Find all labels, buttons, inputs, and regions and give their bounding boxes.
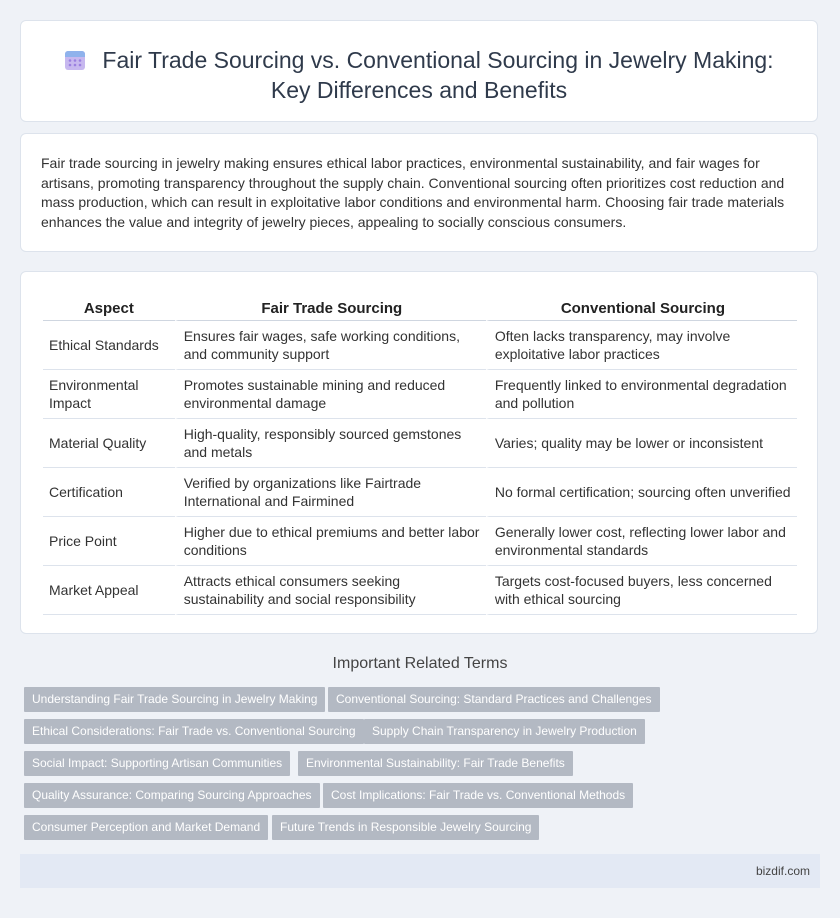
row-aspect: Ethical Standards xyxy=(43,321,175,370)
footer-site[interactable]: bizdif.com xyxy=(755,864,810,878)
row-fair-trade: Verified by organizations like Fairtrade International and Fairmined xyxy=(175,468,486,517)
related-term-chip[interactable]: Quality Assurance: Comparing Sourcing Approaches xyxy=(24,783,320,808)
table-row xyxy=(43,419,797,468)
comparison-card xyxy=(20,271,818,634)
related-term-chip[interactable]: Understanding Fair Trade Sourcing in Jewelry Making xyxy=(24,687,325,712)
row-fair-trade: Higher due to ethical premiums and better labor conditions xyxy=(175,517,486,566)
header-conventional: Conventional Sourcing xyxy=(486,294,797,321)
row-fair-trade: Ensures fair wages, safe working conditions, and community support xyxy=(175,321,486,370)
row-aspect: Certification xyxy=(43,468,175,517)
title-line-2: Key Differences and Benefits xyxy=(270,77,568,103)
page-title xyxy=(21,45,817,105)
row-conventional: Targets cost-focused buyers, less concerned with ethical sourcing xyxy=(486,566,797,615)
row-conventional: Varies; quality may be lower or inconsistent xyxy=(486,419,797,468)
related-term-chip[interactable]: Future Trends in Responsible Jewelry Sourcing xyxy=(272,815,539,840)
calendar-icon xyxy=(64,49,86,71)
footer xyxy=(20,854,820,888)
row-conventional: Frequently linked to environmental degradation and pollution xyxy=(486,370,797,419)
row-conventional: Generally lower cost, reflecting lower labor and environmental standards xyxy=(486,517,797,566)
intro-card xyxy=(20,133,818,252)
row-fair-trade: High-quality, responsibly sourced gemstones and metals xyxy=(175,419,486,468)
row-fair-trade: Attracts ethical consumers seeking sustainability and social responsibility xyxy=(175,566,486,615)
row-conventional: No formal certification; sourcing often unverified xyxy=(486,468,797,517)
row-fair-trade: Promotes sustainable mining and reduced environmental damage xyxy=(175,370,486,419)
related-term-chip[interactable]: Conventional Sourcing: Standard Practices and Challenges xyxy=(328,687,660,712)
table-row xyxy=(43,566,797,615)
related-terms-title: Important Related Terms xyxy=(332,655,508,672)
related-term-chip[interactable]: Ethical Considerations: Fair Trade vs. Conventional Sourcing xyxy=(24,719,364,744)
title-line-1: Fair Trade Sourcing vs. Conventional Sourcing in Jewelry Making: xyxy=(102,47,774,73)
table-header-row xyxy=(43,294,797,321)
row-aspect: Market Appeal xyxy=(43,566,175,615)
comparison-table xyxy=(43,294,797,615)
header-fair-trade: Fair Trade Sourcing xyxy=(175,294,486,321)
row-conventional: Often lacks transparency, may involve exploitative labor practices xyxy=(486,321,797,370)
intro-text: Fair trade sourcing in jewelry making ensures ethical labor practices, environmental sustainability, and fair wages for artisans, promoting transparency throughout the supply chain. Conventional sourcing often prioritizes cost reduction and mass production, which can result in exploitative labor conditions and environmental harm. Choosing fair trade materials enhances the value and integrity of jewelry pieces, appealing to socially conscious consumers. xyxy=(41,155,785,230)
related-term-chip[interactable]: Consumer Perception and Market Demand xyxy=(24,815,268,840)
table-row xyxy=(43,517,797,566)
related-term-chip[interactable]: Supply Chain Transparency in Jewelry Production xyxy=(364,719,645,744)
table-row xyxy=(43,468,797,517)
related-term-chip[interactable]: Social Impact: Supporting Artisan Communities xyxy=(24,751,290,776)
header-aspect: Aspect xyxy=(43,294,175,321)
table-row xyxy=(43,321,797,370)
title-card xyxy=(20,20,818,122)
row-aspect: Material Quality xyxy=(43,419,175,468)
related-term-chip[interactable]: Cost Implications: Fair Trade vs. Conventional Methods xyxy=(323,783,633,808)
row-aspect: Price Point xyxy=(43,517,175,566)
row-aspect: Environmental Impact xyxy=(43,370,175,419)
table-row xyxy=(43,370,797,419)
related-term-chip[interactable]: Environmental Sustainability: Fair Trade Benefits xyxy=(298,751,573,776)
